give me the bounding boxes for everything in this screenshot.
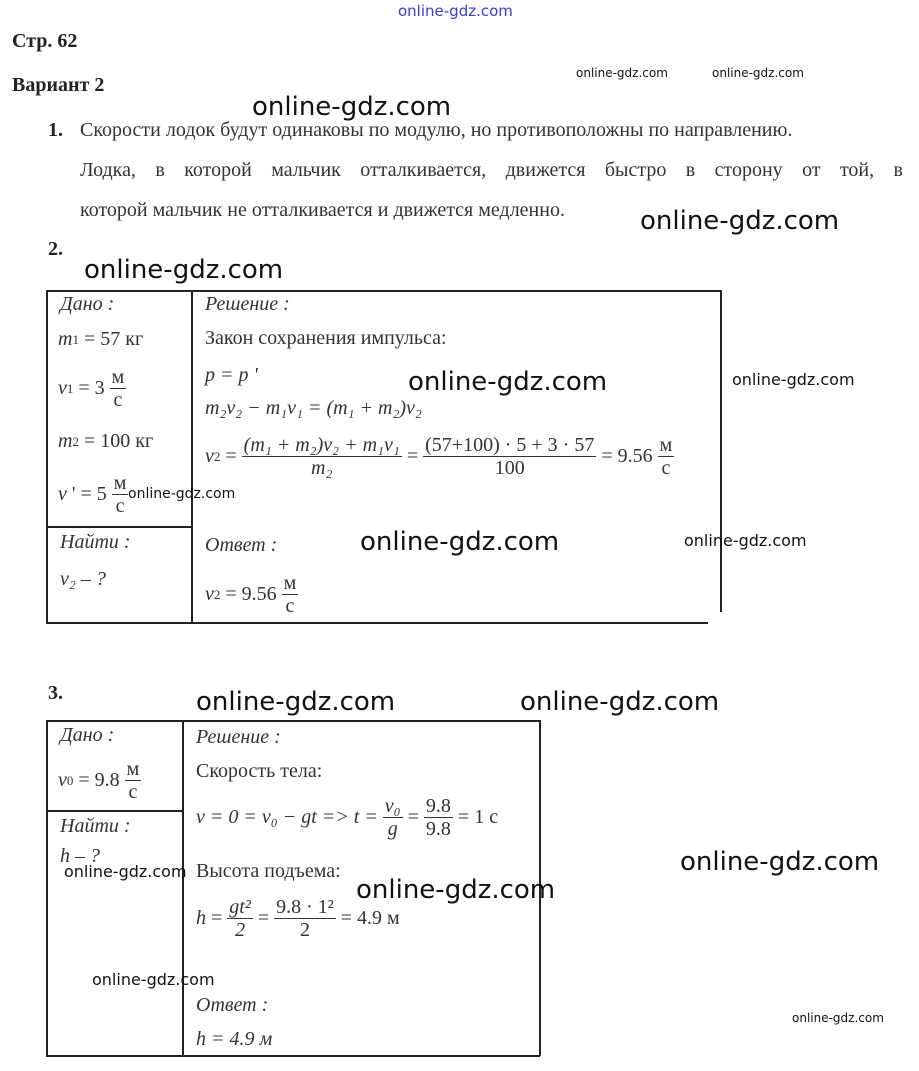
task3-table-top: [46, 720, 540, 722]
task3-table-left: [46, 720, 48, 1056]
watermark-big-5: online-gdz.com: [360, 527, 560, 557]
watermark-big-8: online-gdz.com: [680, 847, 880, 877]
task3-eq2: h = $\frac{\text{gt²}}{2}$ = $\frac{\text{9.8 · 1²}}{2}$ = 4.9 м: [196, 896, 400, 941]
task3-find-label: Найти :: [60, 815, 131, 837]
watermark-big-6: online-gdz.com: [196, 687, 396, 717]
watermark-small-4: online-gdz.com: [792, 1011, 884, 1025]
task1-line-3: которой мальчик не отталкивается и движется медленно.: [80, 199, 565, 221]
task2-given-m2: m 2 = 100 кг: [58, 430, 154, 452]
task2-law: Закон сохранения импульса:: [205, 327, 447, 349]
task2-given-vprime: v ' = 5 $\frac{м}{с}$: [58, 472, 127, 517]
page-number: Стр. 62: [12, 30, 78, 52]
task2-table-divider: [191, 290, 193, 624]
watermark-big-1: online-gdz.com: [252, 92, 452, 122]
task2-given-m1: m 1 = 57 кг: [58, 328, 144, 350]
task3-given-v0: v 0 = 9.8 $\frac{м}{с}$: [58, 758, 140, 803]
watermark-medium-4: online-gdz.com: [92, 970, 215, 989]
watermark-medium-2: online-gdz.com: [684, 531, 807, 550]
task2-find: v₂ – ?: [60, 568, 106, 590]
watermark-big-3: online-gdz.com: [84, 255, 284, 285]
task2-eq2: m₂v₂ − m₁v₁ = (m₁ + m₂)v₂: [205, 397, 422, 419]
task3-eq1: v = 0 = v₀ − gt => t = $\frac{\text{v₀}}{g}$ = $\frac{9.8}{9.8}$ = 1 с: [196, 795, 499, 840]
task3-speed-text: Скорость тела:: [196, 760, 323, 782]
top-watermark: online-gdz.com: [398, 2, 513, 20]
task1-line-2: Лодка, в которой мальчик отталкивается, движется быстро в сторону от той, в: [80, 159, 903, 181]
task3-height-text: Высота подъема:: [196, 860, 341, 882]
task2-solution-label: Решение :: [205, 293, 290, 315]
task2-table-top: [46, 290, 721, 292]
task3-solution-label: Решение :: [196, 726, 281, 748]
watermark-big-2: online-gdz.com: [640, 206, 840, 236]
watermark-medium-1: online-gdz.com: [732, 370, 855, 389]
task2-given-label: Дано :: [60, 293, 115, 315]
task3-table-divider: [182, 720, 184, 1056]
task2-table-left: [46, 290, 48, 624]
task3-given-separator: [46, 810, 182, 812]
watermark-small-1: online-gdz.com: [576, 66, 668, 80]
task2-table-right: [720, 290, 722, 612]
task1-number: 1.: [48, 119, 63, 141]
task3-number: 3.: [48, 682, 63, 704]
task2-number: 2.: [48, 238, 63, 260]
watermark-medium-3: online-gdz.com: [64, 862, 187, 881]
task2-eq3: v 2 = $\frac{\text{(m₁ + m₂)v₂ + m₁v₁}}{\text{m₂}}$ = $\frac{(57+100) \cdot 5 + 3 \cdot 57}{100}$ = 9.56 $\frac{м}{с}$: [205, 434, 673, 479]
task1-line-1: Скорости лодок будут одинаковы по модулю, но противоположны по направлению.: [80, 119, 793, 141]
task2-table-bottom: [46, 622, 708, 624]
watermark-small-2: online-gdz.com: [712, 66, 804, 80]
watermark-big-4: online-gdz.com: [408, 367, 608, 397]
task3-find: h – ?: [60, 845, 100, 867]
variant-title: Вариант 2: [12, 74, 105, 96]
watermark-small-3: online-gdz.com: [128, 486, 236, 502]
task3-table-bottom: [46, 1055, 540, 1057]
task3-answer-label: Ответ :: [196, 994, 269, 1016]
task2-find-label: Найти :: [60, 531, 131, 553]
task3-answer: h = 4.9 м: [196, 1028, 273, 1050]
task2-given-v1: v 1 = 3 $\frac{м}{с}$: [58, 366, 125, 411]
watermark-big-7: online-gdz.com: [520, 687, 720, 717]
task2-answer-label: Ответ :: [205, 534, 278, 556]
task2-given-separator: [46, 526, 191, 528]
task2-eq1: p = p ': [205, 364, 258, 386]
task3-given-label: Дано :: [60, 724, 115, 746]
watermark-big-9: online-gdz.com: [356, 875, 556, 905]
task2-answer: v 2 = 9.56 $\frac{м}{с}$: [205, 572, 297, 617]
